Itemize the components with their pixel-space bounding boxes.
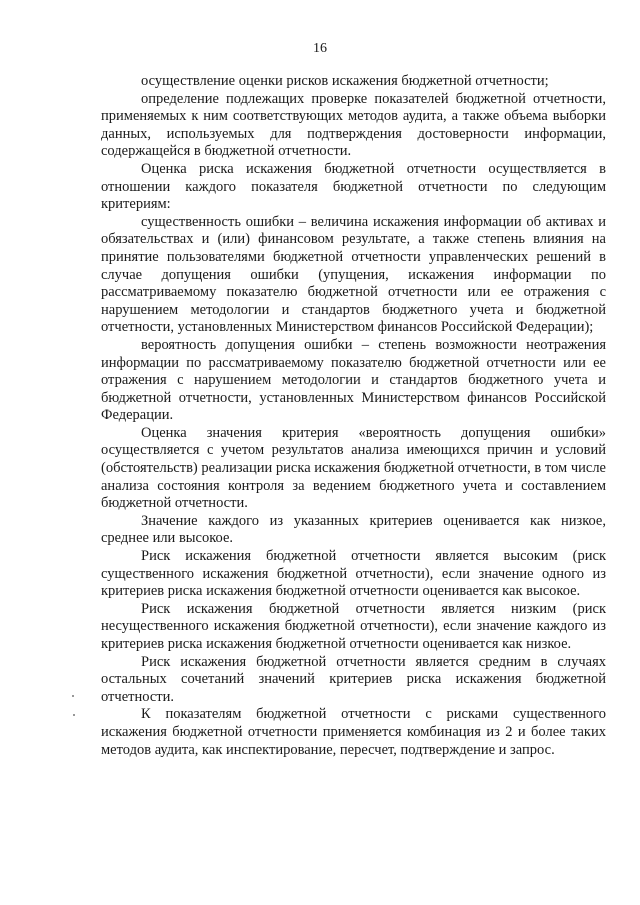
paragraph: Оценка значения критерия «вероятность допущения ошибки» осуществляется с учетом результатов анализа имеющихся причин и условий (обстоятельств) реализации риска искажения бюджетной отчетности, в том числе анализа состояния контроля за ведением бюджетного учета и составлением бюджетной отчетности. [101, 424, 606, 512]
paragraph: К показателям бюджетной отчетности с рисками существенного искажения бюджетной отчетности применяется комбинация из 2 и более таких методов аудита, как инспектирование, пересчет, подтверждение и запрос. [101, 706, 606, 758]
scan-speck [73, 714, 75, 716]
document-body [101, 73, 606, 759]
paragraph: Оценка риска искажения бюджетной отчетности осуществляется в отношении каждого показателя бюджетной отчетности по следующим критериям: [101, 160, 606, 213]
paragraph: Риск искажения бюджетной отчетности является высоким (риск существенного искажения бюджетной отчетности), если значение одного из критериев риска искажения бюджетной отчетности оценивается как высокое. [101, 548, 606, 600]
paragraph: Риск искажения бюджетной отчетности является низким (риск несущественного искажения бюджетной отчетности), если значение каждого из критериев риска искажения бюджетной отчетности оценивается как низкое. [101, 600, 606, 652]
paragraph: осуществление оценки рисков искажения бюджетной отчетности; [141, 73, 549, 89]
page-number: 16 [313, 41, 327, 56]
paragraph: Значение каждого из указанных критериев оценивается как низкое, среднее или высокое. [101, 512, 606, 547]
paragraph: существенность ошибки – величина искажения информации об активах и обязательствах и (или) финансовом результате, а также степень влияния на принятие пользователями бюджетной отчетности управленческих решений в случае допущения ошибки (упущения, искажения информации по рассматриваемому показателю бюджетной отчетности или ее отражения с нарушением методологии и стандартов бюджетного учета и бюджетной отчетности, установленных Министерством финансов Российской Федерации); [101, 213, 606, 336]
paragraph: Риск искажения бюджетной отчетности является средним в случаях остальных сочетаний значений критериев риска искажения бюджетной отчетности. [101, 653, 606, 705]
scan-speck [72, 695, 74, 697]
paragraph: определение подлежащих проверке показателей бюджетной отчетности, применяемых к ним соответствующих методов аудита, а также объема выборки данных, используемых для подтверждения достоверности информации, содержащейся в бюджетной отчетности. [101, 90, 606, 160]
paragraph: вероятность допущения ошибки – степень возможности неотражения информации по рассматриваемому показателю бюджетной отчетности или ее отражения с нарушением методологии и стандартов бюджетного учета и бюджетной отчетности, установленных Министерством финансов Российской Федерации. [101, 336, 606, 424]
